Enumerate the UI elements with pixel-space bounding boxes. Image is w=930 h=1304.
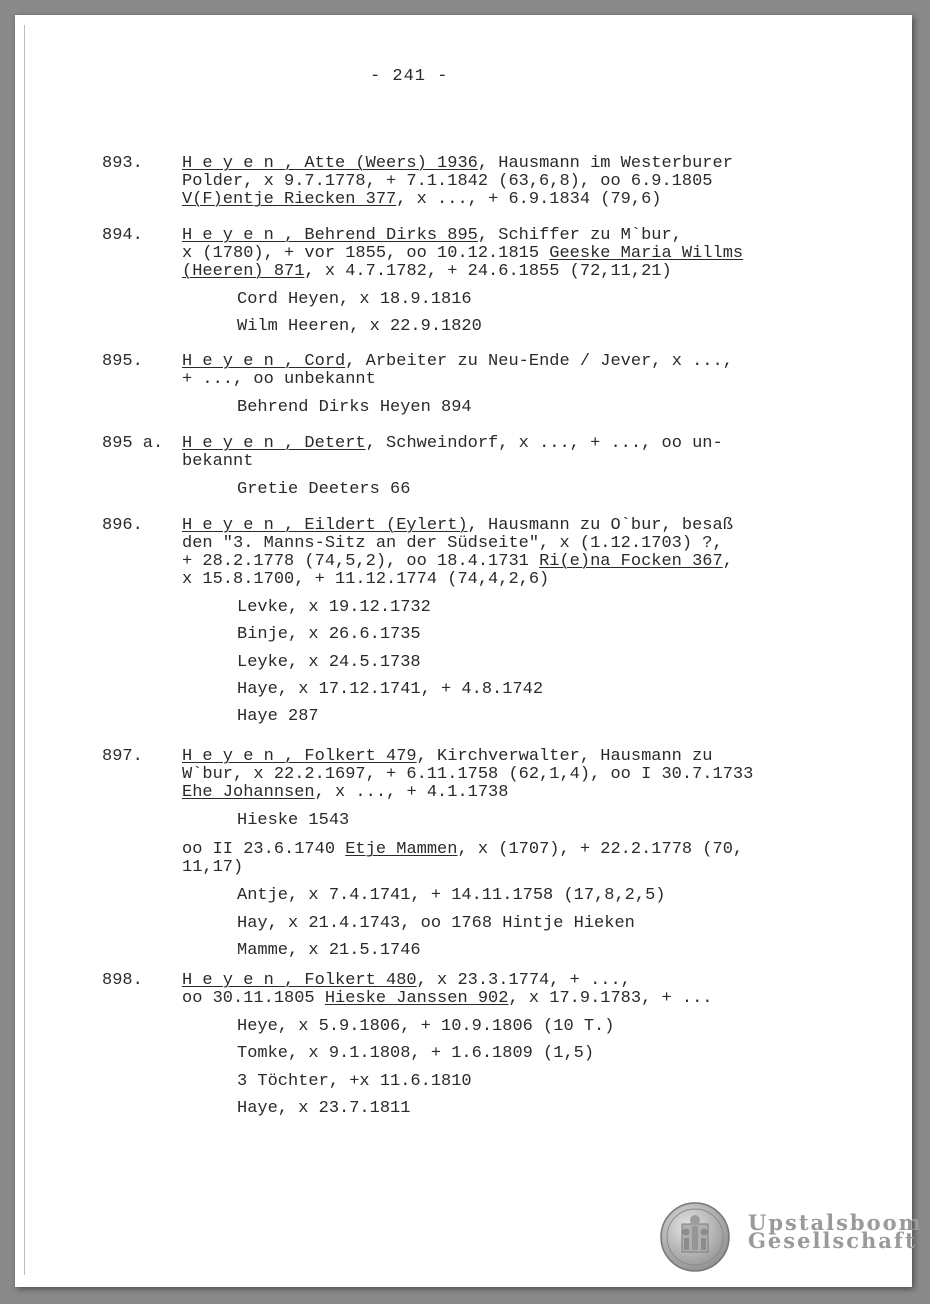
underlined-name: V(F)entje Riecken 377 [182,190,397,209]
underlined-name: H e y e n , Atte (Weers) 1936 [182,154,478,173]
underlined-name: Ehe Johannsen [182,783,315,802]
entry-text: , x 17.9.1783, + ... [508,989,713,1008]
child-entry: Haye 287 [237,707,319,727]
entry-line [182,784,842,802]
entry-text: Polder, x 9.7.1778, + 7.1.1842 (63,6,8), oo 6.9.1805 [182,172,713,191]
entry-line [182,227,842,245]
entry-line [182,990,842,1008]
entry-line [182,571,842,589]
child-entry: Tomke, x 9.1.1808, + 1.6.1809 (1,5) [237,1044,595,1064]
entry-text: oo 30.11.1805 [182,989,325,1008]
entry-text: , Kirchverwalter, Hausmann zu [416,747,713,766]
underlined-name: Etje Mammen [345,840,458,860]
child-entry: Heye, x 5.9.1806, + 10.9.1806 (10 T.) [237,1017,615,1036]
document-page [15,15,923,1287]
entry-text: , [722,552,733,571]
entry-text: , Schiffer zu M`bur, [477,226,682,245]
entry-text: , x (1707), + 22.2.1778 (70, [457,840,744,860]
entry-number: 896. [102,516,143,535]
entry-text: oo II 23.6.1740 [182,840,346,860]
entry-text: x 15.8.1700, + 11.12.1774 (74,4,2,6) [182,570,550,589]
entry-number: 894. [102,226,143,245]
child-entry: Hieske 1543 [237,811,350,830]
entry-line [182,453,842,471]
entry-line [182,972,842,990]
entry-line [182,155,842,173]
entry-line [182,535,842,553]
entry-text: bekannt [182,452,254,471]
entry-line [182,245,842,263]
entry-body [182,227,842,281]
underlined-name: H e y e n , Cord [182,352,346,371]
child-entry: Mamme, x 21.5.1746 [237,940,421,960]
entry-text: , x 23.3.1774, + ..., [416,971,631,990]
underlined-name: H e y e n , Folkert 479 [182,747,417,766]
entry-line [182,173,842,191]
underlined-name: H e y e n , Eildert (Eylert) [182,516,468,535]
entry-number: 897. [102,747,143,766]
entry-number: 893. [102,154,143,173]
page-number: - 241 - [370,67,449,86]
entry-body [182,435,842,471]
entry-text: , Hausmann zu O`bur, besaß [467,516,733,535]
entry-line [182,353,842,371]
entry-body [182,155,842,209]
entry-text: 11,17) [182,858,244,878]
underlined-name: (Heeren) 871 [182,262,305,281]
child-entry: Wilm Heeren, x 22.9.1820 [237,317,482,337]
entry-line [182,748,842,766]
entry-body [182,517,842,589]
child-entry: Gretie Deeters 66 [237,480,411,499]
logo-line-1: Upstalsboom [748,1210,923,1235]
entry-body [182,972,842,1008]
child-entry: Behrend Dirks Heyen 894 [237,398,472,417]
underlined-name: Hieske Janssen 902 [324,989,509,1008]
entry-text: W`bur, x 22.2.1697, + 6.11.1758 (62,1,4), oo I 30.7.1733 [182,765,754,784]
child-entry: Hay, x 21.4.1743, oo 1768 Hintje Hieken [237,913,635,933]
society-logo [660,1202,923,1272]
entry-line [182,859,743,877]
underlined-name: H e y e n , Behrend Dirks 895 [182,226,478,245]
child-entry: Haye, x 17.12.1741, + 4.8.1742 [237,679,544,699]
entry-text: den "3. Manns-Sitz an der Südseite", x (1.12.1703) ?, [182,534,723,553]
child-entry: Cord Heyen, x 18.9.1816 [237,290,472,309]
entry-body [182,748,842,802]
entry-number: 895. [102,352,143,371]
underlined-name: H e y e n , Folkert 480 [182,971,417,990]
underlined-name: H e y e n , Detert [182,434,366,453]
entry-text: , Hausmann im Westerburer [477,154,733,173]
seal-icon [660,1202,730,1272]
entry-line [182,191,842,209]
child-entry: Levke, x 19.12.1732 [237,598,431,617]
logo-text [748,1210,923,1253]
underlined-name: Ri(e)na Focken 367 [539,552,723,571]
second-marriage [182,841,743,877]
child-entry: Haye, x 23.7.1811 [237,1098,411,1118]
entry-text: x (1780), + vor 1855, oo 10.12.1815 [182,244,550,263]
entry-line [182,841,743,859]
underlined-name: Geeske Maria Willms [549,244,744,263]
entry-text: + 28.2.1778 (74,5,2), oo 18.4.1731 [182,552,540,571]
entry-line [182,371,842,389]
child-entry: Binje, x 26.6.1735 [237,625,421,645]
entry-number: 895 a. [102,434,164,453]
entry-line [182,517,842,535]
child-entry: Leyke, x 24.5.1738 [237,652,421,672]
entry-body [182,353,842,389]
entry-line [182,263,842,281]
entry-text: , x 4.7.1782, + 24.6.1855 (72,11,21) [304,262,672,281]
entry-line [182,766,842,784]
entry-text: , x ..., + 6.9.1834 (79,6) [396,190,662,209]
entry-text: + ..., oo unbekannt [182,370,376,389]
entry-text: , Arbeiter zu Neu-Ende / Jever, x ..., [345,352,733,371]
binding-edge [24,25,25,1275]
entry-number: 898. [102,971,143,990]
entry-line [182,553,842,571]
entry-text: , x ..., + 4.1.1738 [314,783,509,802]
entry-line [182,435,842,453]
entry-text: , Schweindorf, x ..., + ..., oo un- [365,434,723,453]
child-entry: Antje, x 7.4.1741, + 14.11.1758 (17,8,2,5) [237,886,666,906]
logo-line-2: Gesellschaft [748,1228,917,1253]
child-entry: 3 Töchter, +x 11.6.1810 [237,1071,472,1091]
